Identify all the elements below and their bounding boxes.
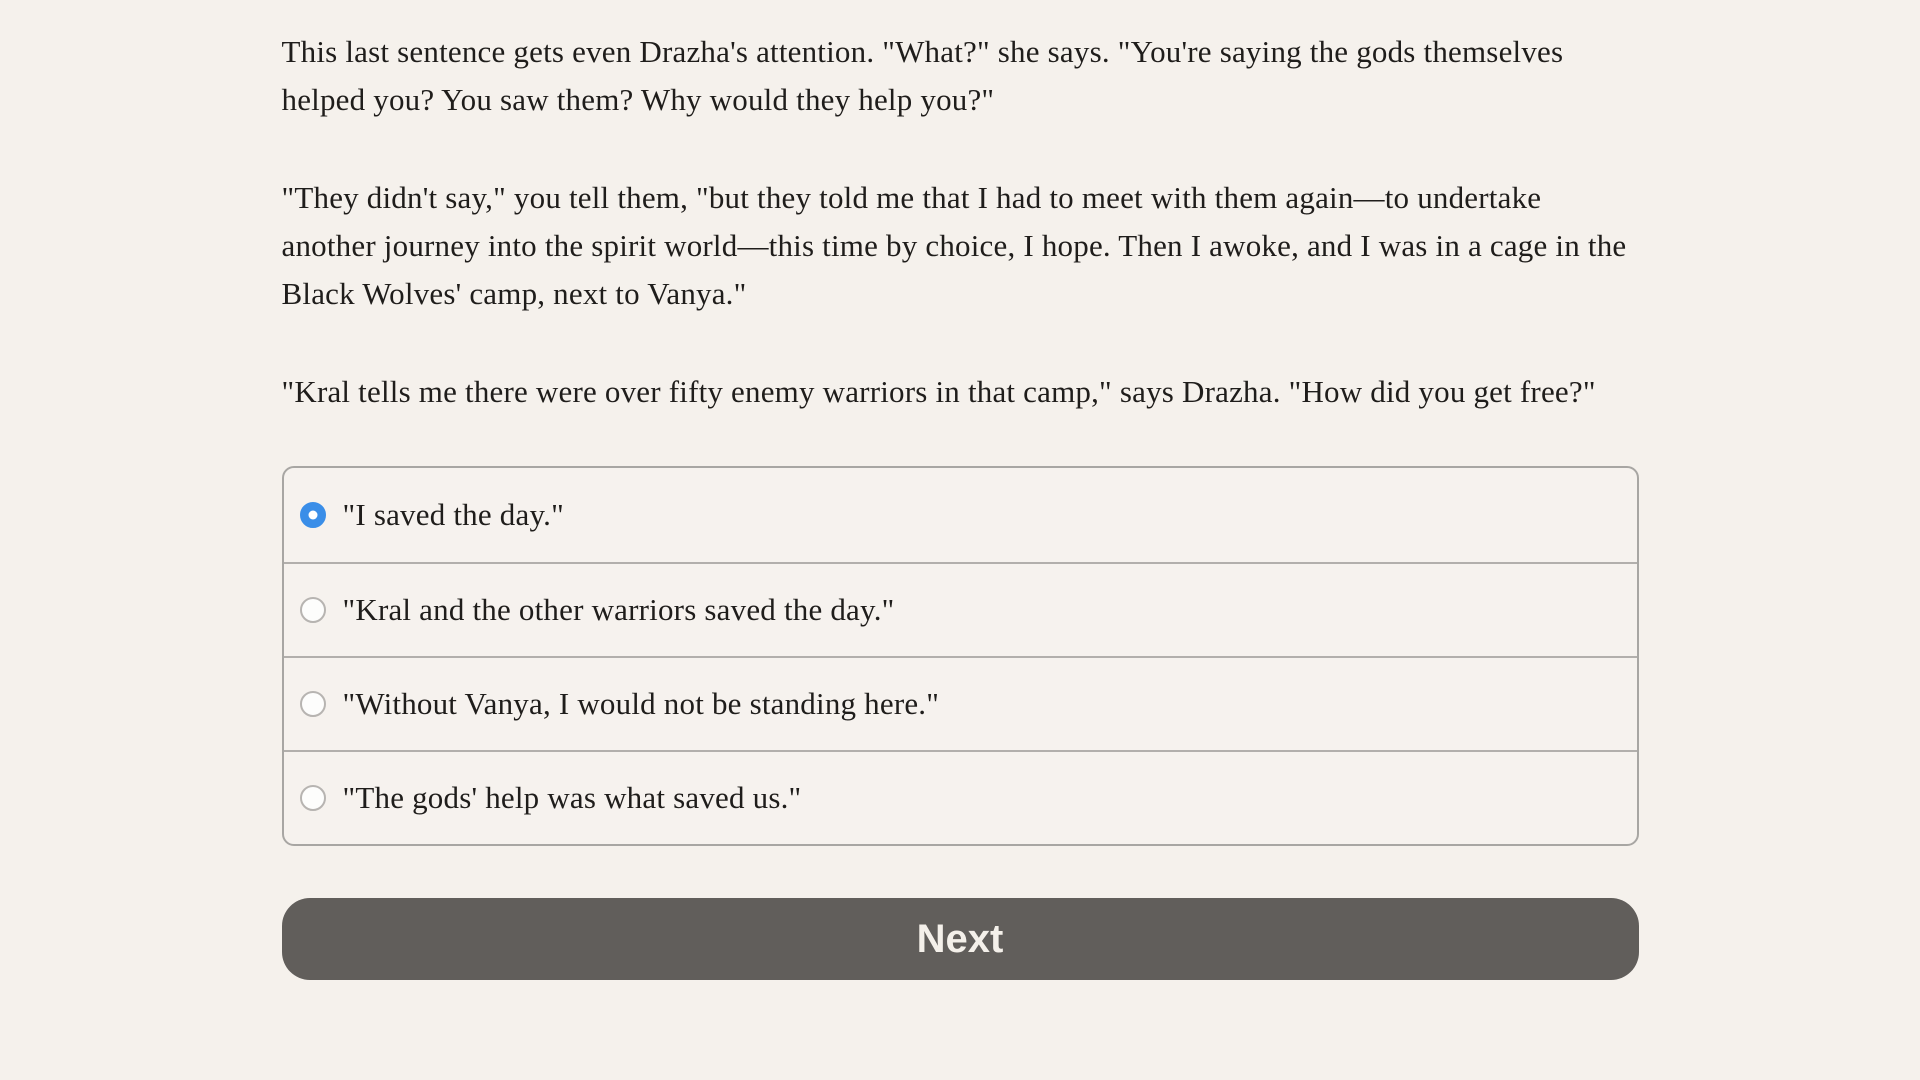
next-button[interactable]: Next [282, 898, 1639, 980]
story-paragraph: "Kral tells me there were over fifty enemy warriors in that camp," says Drazha. "How did you get free?" [281, 374, 1596, 409]
choice-label[interactable]: "I saved the day." [342, 497, 564, 532]
radio-icon[interactable] [300, 597, 326, 623]
story-paragraph: This last sentence gets even Drazha's attention. "What?" she says. "You're saying the gods themselves helped you? You saw them? Why would they help you?" [281, 34, 1564, 117]
story-page [282, 0, 1639, 980]
radio-icon[interactable] [300, 502, 326, 528]
radio-icon[interactable] [300, 691, 326, 717]
choice-option-3[interactable] [284, 656, 1637, 750]
choice-label[interactable]: "Without Vanya, I would not be standing here." [342, 686, 940, 721]
story-paragraph: "They didn't say," you tell them, "but they told me that I had to meet with them again—to undertake another journey into the spirit world—this time by choice, I hope. Then I awoke, and I was in a cage in the Black Wolves' camp, next to Vanya." [281, 180, 1627, 311]
choice-option-4[interactable] [284, 750, 1637, 844]
story-text [282, 28, 1639, 416]
choice-label[interactable]: "Kral and the other warriors saved the day." [342, 592, 895, 627]
choice-group [282, 466, 1639, 846]
choice-option-1[interactable] [284, 468, 1637, 562]
choice-option-2[interactable] [284, 562, 1637, 656]
choice-label[interactable]: "The gods' help was what saved us." [342, 780, 802, 815]
radio-icon[interactable] [300, 785, 326, 811]
